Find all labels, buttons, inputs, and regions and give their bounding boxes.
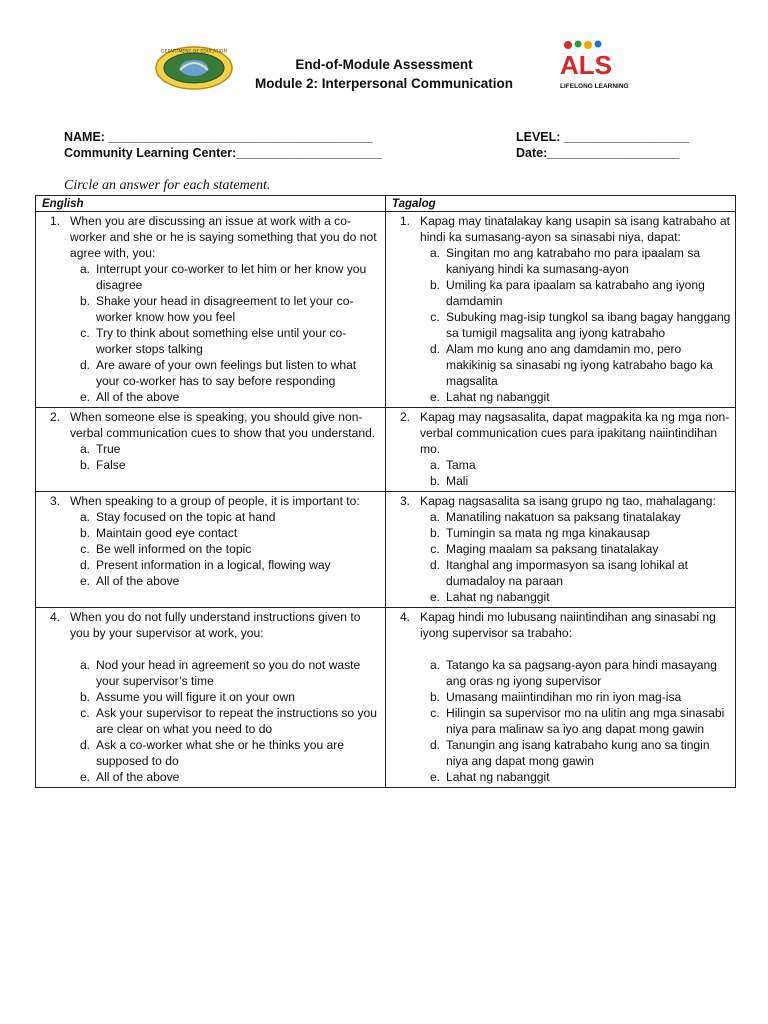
answer-option[interactable]: [74, 525, 381, 541]
answer-option[interactable]: [74, 325, 381, 357]
answer-option[interactable]: [74, 457, 381, 473]
option-text: Tumingin sa mata ng mga kinakausap: [446, 526, 650, 540]
column-header-english: English: [36, 196, 386, 212]
option-text: Interrupt your co-worker to let him or her know you disagree: [96, 262, 367, 292]
answer-option[interactable]: [424, 657, 731, 689]
answer-option[interactable]: [424, 309, 731, 341]
logo-caption: LIFELONG LEARNING: [560, 83, 629, 90]
answer-option[interactable]: [74, 293, 381, 325]
question-cell-tagalog: [386, 608, 736, 788]
option-letter: e.: [79, 770, 91, 784]
question-text: When someone else is speaking, you should give non-verbal communication cues to show that you understand.: [70, 410, 376, 440]
answer-option[interactable]: [424, 245, 731, 277]
option-letter: e.: [79, 390, 91, 404]
answer-option[interactable]: [74, 573, 381, 589]
option-text: Umiling ka para ipaalam sa katrabaho ang iyong damdamin: [446, 278, 705, 308]
option-text: Shake your head in disagreement to let your co-worker know how you feel: [96, 294, 354, 324]
question-number: 2.: [399, 410, 411, 424]
option-text: Ask a co-worker what she or he thinks you are supposed to do: [96, 738, 345, 768]
option-letter: d.: [79, 358, 91, 372]
option-text: Lahat ng nabanggit: [446, 590, 550, 604]
option-letter: c.: [80, 542, 90, 556]
option-letter: a.: [429, 510, 441, 524]
answer-option[interactable]: [424, 277, 731, 309]
question-row: [36, 408, 736, 492]
question-number: 4.: [49, 610, 61, 624]
option-text: Are aware of your own feelings but listen to what your co-worker has to say before responding: [96, 358, 357, 388]
question-cell-english: [36, 492, 386, 608]
option-letter: c.: [430, 310, 440, 324]
option-text: Subuking mag-isip tungkol sa ibang bagay hanggang sa tumigil magsalita ang iyong katrabaho: [446, 310, 731, 340]
question-number: 2.: [49, 410, 61, 424]
answer-option[interactable]: [424, 457, 731, 473]
option-text: Tatango ka sa pagsang-ayon para hindi masayang ang oras ng iyong supervisor: [446, 658, 717, 688]
option-text: Mali: [446, 474, 469, 488]
answer-option[interactable]: [424, 705, 731, 737]
question-text: When speaking to a group of people, it is important to:: [70, 494, 360, 508]
question-row: [36, 492, 736, 608]
answer-option[interactable]: [424, 509, 731, 525]
option-text: Assume you will figure it on your own: [96, 690, 295, 704]
question-number: 1.: [399, 214, 411, 228]
option-letter: a.: [429, 458, 441, 472]
answer-option[interactable]: [424, 473, 731, 489]
question-row: [36, 212, 736, 408]
option-text: Manatiling nakatuon sa paksang tinatalakay: [446, 510, 681, 524]
option-letter: d.: [429, 738, 441, 752]
option-text: Be well informed on the topic: [96, 542, 252, 556]
answer-option[interactable]: [74, 441, 381, 457]
option-text: Stay focused on the topic at hand: [96, 510, 276, 524]
option-letter: b.: [429, 474, 441, 488]
question-cell-tagalog: [386, 492, 736, 608]
answer-option[interactable]: [424, 341, 731, 389]
answer-option[interactable]: [424, 589, 731, 605]
option-text: Tama: [446, 458, 476, 472]
level-field[interactable]: LEVEL: __________________: [516, 130, 690, 144]
option-letter: b.: [79, 690, 91, 704]
option-letter: b.: [79, 526, 91, 540]
question-number: 3.: [399, 494, 411, 508]
question-text: Kapag hindi mo lubusang naiintindihan ang sinasabi ng iyong supervisor sa trabaho:: [420, 610, 716, 640]
option-letter: c.: [430, 706, 440, 720]
option-letter: b.: [429, 526, 441, 540]
option-letter: a.: [79, 262, 91, 276]
question-cell-tagalog: [386, 408, 736, 492]
option-text: False: [96, 458, 126, 472]
question-text: Kapag nagsasalita sa isang grupo ng tao, mahalagang:: [420, 494, 716, 508]
option-text: All of the above: [96, 390, 180, 404]
option-text: Maintain good eye contact: [96, 526, 238, 540]
option-letter: d.: [79, 738, 91, 752]
option-text: Try to think about something else until your co-worker stops talking: [96, 326, 347, 356]
option-text: True: [96, 442, 121, 456]
answer-option[interactable]: [74, 769, 381, 785]
option-text: Singitan mo ang katrabaho mo para ipaalam sa kaniyang hindi ka sumasang-ayon: [446, 246, 701, 276]
option-text: Umasang maiintindihan mo rin iyon mag-isa: [446, 690, 682, 704]
answer-option[interactable]: [74, 657, 381, 689]
option-letter: a.: [79, 658, 91, 672]
answer-option[interactable]: [74, 557, 381, 573]
answer-option[interactable]: [74, 705, 381, 737]
option-letter: a.: [429, 658, 441, 672]
option-letter: e.: [429, 390, 441, 404]
option-letter: a.: [79, 442, 91, 456]
option-text: Tanungin ang isang katrabaho kung ano sa tingin niya ang dapat mong gawin: [446, 738, 710, 768]
option-letter: a.: [79, 510, 91, 524]
answer-option[interactable]: [74, 389, 381, 405]
community-learning-center-field[interactable]: Community Learning Center:_____________________: [64, 146, 383, 160]
page-title: End-of-Module Assessment: [295, 57, 473, 72]
assessment-table: [35, 195, 736, 788]
question-text: Kapag may nagsasalita, dapat magpakita ka ng mga non-verbal communication cues para ipakitang naiintindihan mo.: [420, 410, 730, 456]
spacer: [390, 641, 731, 657]
option-letter: d.: [79, 558, 91, 572]
answer-option[interactable]: [74, 689, 381, 705]
column-header-tagalog: Tagalog: [386, 196, 736, 212]
option-letter: b.: [79, 294, 91, 308]
answer-option[interactable]: [74, 357, 381, 389]
option-letter: a.: [429, 246, 441, 260]
option-text: Maging maalam sa paksang tinatalakay: [446, 542, 659, 556]
question-cell-english: [36, 608, 386, 788]
option-letter: d.: [429, 342, 441, 356]
page-subtitle: Module 2: Interpersonal Communication: [254, 76, 514, 91]
answer-option[interactable]: [424, 689, 731, 705]
answer-option[interactable]: [424, 389, 731, 405]
option-text: All of the above: [96, 574, 180, 588]
als-logo: [556, 40, 638, 92]
option-text: Ask your supervisor to repeat the instructions so you are clear on what you need to do: [96, 706, 377, 736]
option-text: Nod your head in agreement so you do not waste your supervisor’s time: [96, 658, 361, 688]
question-cell-english: [36, 212, 386, 408]
option-letter: c.: [80, 706, 90, 720]
question-cell-english: [36, 408, 386, 492]
option-letter: e.: [79, 574, 91, 588]
question-number: 1.: [49, 214, 61, 228]
option-text: Alam mo kung ano ang damdamin mo, pero makikinig sa sinasabi ng iyong katrabaho bago ka magsalita: [446, 342, 713, 388]
option-letter: e.: [429, 770, 441, 784]
option-letter: c.: [80, 326, 90, 340]
option-text: Lahat ng nabanggit: [446, 770, 550, 784]
question-cell-tagalog: [386, 212, 736, 408]
question-number: 3.: [49, 494, 61, 508]
option-text: Itanghal ang impormasyon sa isang lohikal at dumadaloy na paraan: [446, 558, 689, 588]
date-field[interactable]: Date:___________________: [516, 146, 680, 160]
logo-text: ALS: [560, 50, 612, 80]
question-text: Kapag may tinatalakay kang usapin sa isang katrabaho at hindi ka sumasang-ayon sa sinasabi niya, dapat:: [420, 214, 730, 244]
option-letter: c.: [430, 542, 440, 556]
answer-option[interactable]: [424, 557, 731, 589]
question-row: [36, 608, 736, 788]
question-number: 4.: [399, 610, 411, 624]
question-text: When you do not fully understand instructions given to you by your supervisor at work, you:: [70, 610, 361, 640]
option-letter: b.: [79, 458, 91, 472]
answer-option[interactable]: [424, 769, 731, 785]
name-field[interactable]: NAME: ______________________________________: [64, 130, 373, 144]
option-letter: e.: [429, 590, 441, 604]
option-text: All of the above: [96, 770, 180, 784]
question-text: When you are discussing an issue at work with a co-worker and she or he is saying something that you do not agree with, you:: [70, 214, 377, 260]
instruction-text: Circle an answer for each statement.: [64, 178, 271, 193]
spacer: [40, 641, 381, 657]
seal-text: DEPARTMENT OF EDUCATION: [161, 49, 227, 55]
option-letter: b.: [429, 278, 441, 292]
option-text: Hilingin sa supervisor mo na ulitin ang mga sinasabi niya para malinaw sa iyo ang dapat mong gawin: [446, 706, 725, 736]
option-letter: d.: [429, 558, 441, 572]
answer-option[interactable]: [74, 261, 381, 293]
answer-option[interactable]: [74, 509, 381, 525]
option-letter: b.: [429, 690, 441, 704]
answer-option[interactable]: [424, 525, 731, 541]
option-text: Lahat ng nabanggit: [446, 390, 550, 404]
answer-option[interactable]: [424, 737, 731, 769]
answer-option[interactable]: [424, 541, 731, 557]
option-text: Present information in a logical, flowing way: [96, 558, 331, 572]
answer-option[interactable]: [74, 737, 381, 769]
answer-option[interactable]: [74, 541, 381, 557]
